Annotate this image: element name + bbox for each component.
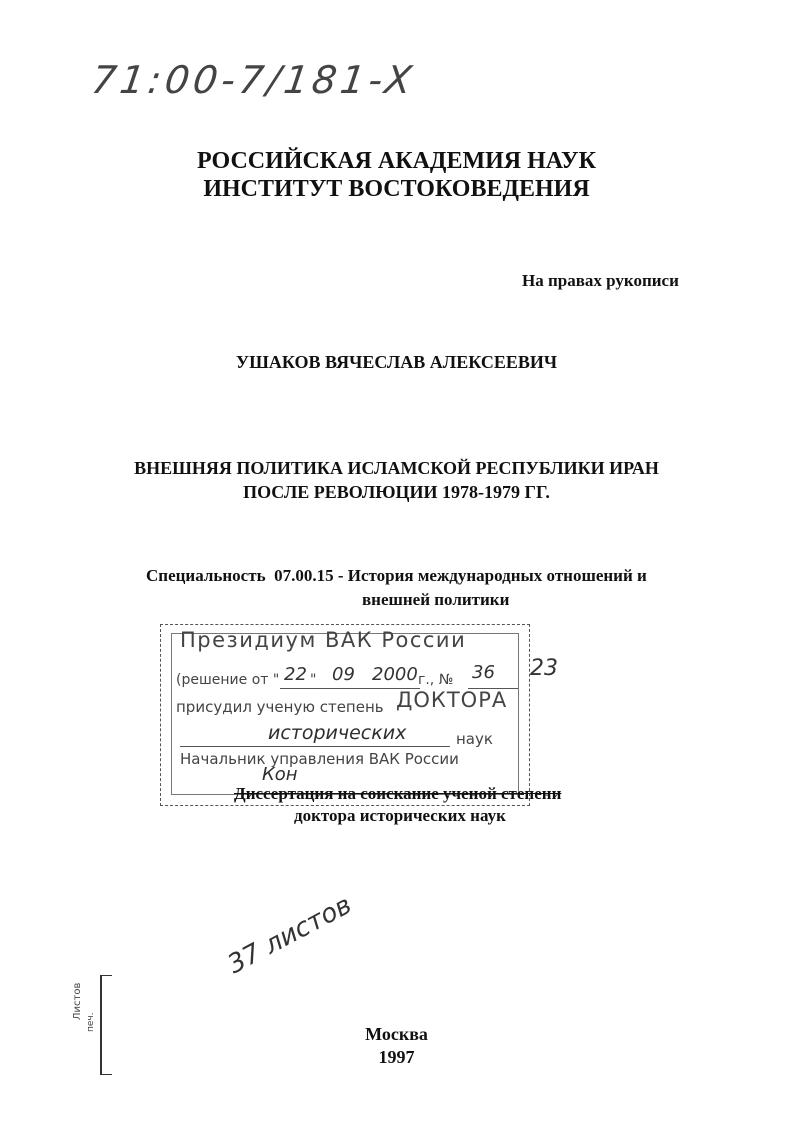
stamp-decision-month: 09 — [332, 664, 355, 685]
stamp-degree: ДОКТОРА — [396, 688, 508, 712]
stamp-field-handwritten: исторических — [268, 722, 407, 744]
header-academy: РОССИЙСКАЯ АКАДЕМИЯ НАУК — [196, 148, 597, 174]
author-name: УШАКОВ ВЯЧЕСЛАВ АЛЕКСЕЕВИЧ — [235, 352, 558, 372]
stamp-title: Президиум ВАК России — [180, 628, 467, 652]
thesis-title-line1: ВНЕШНЯЯ ПОЛИТИКА ИСЛАМСКОЙ РЕСПУБЛИКИ ИРАН — [134, 458, 659, 478]
manuscript-rights-label: На правах рукописи — [522, 271, 679, 290]
stamp-field-underline — [180, 746, 450, 747]
specialty-line1: Специальность 07.00.15 - История международных отношений и — [146, 566, 647, 585]
stamp-awarded-text: присудил ученую степень — [176, 698, 384, 716]
stamp-decision-g: г., № — [418, 672, 454, 688]
handwritten-catalog-code: 71:00-7/181-X — [88, 58, 419, 102]
stamp-head: Начальник управления ВАК России — [180, 750, 459, 768]
dissertation-line2: доктора исторических наук — [294, 806, 506, 825]
dissertation-line1: Диссертация на соискание ученой степени — [234, 784, 562, 803]
stamp-decision-year: 2000 — [372, 664, 418, 685]
stamp-field-suffix: наук — [456, 730, 493, 748]
thesis-title-line2: ПОСЛЕ РЕВОЛЮЦИИ 1978-1979 ГГ. — [243, 482, 550, 502]
handwritten-sheet-count: 37 листов — [222, 889, 357, 981]
stamp-head-signature: Кон — [262, 764, 298, 785]
footer-year: 1997 — [378, 1047, 415, 1067]
side-stamp-line1: Листов — [72, 982, 83, 1020]
footer-city: Москва — [365, 1024, 428, 1044]
stamp-decision-extra: 23 — [530, 656, 558, 681]
stamp-decision-quote: " — [310, 672, 317, 688]
stamp-decision-day: 22 — [284, 664, 307, 685]
side-stamp-line2: печ. — [86, 1012, 96, 1032]
specialty-line2: внешней политики — [362, 590, 510, 609]
header-institute: ИНСТИТУТ ВОСТОКОВЕДЕНИЯ — [203, 176, 590, 202]
stamp-decision-number: 36 — [472, 662, 495, 683]
stamp-decision-prefix: (решение от " — [176, 672, 280, 688]
